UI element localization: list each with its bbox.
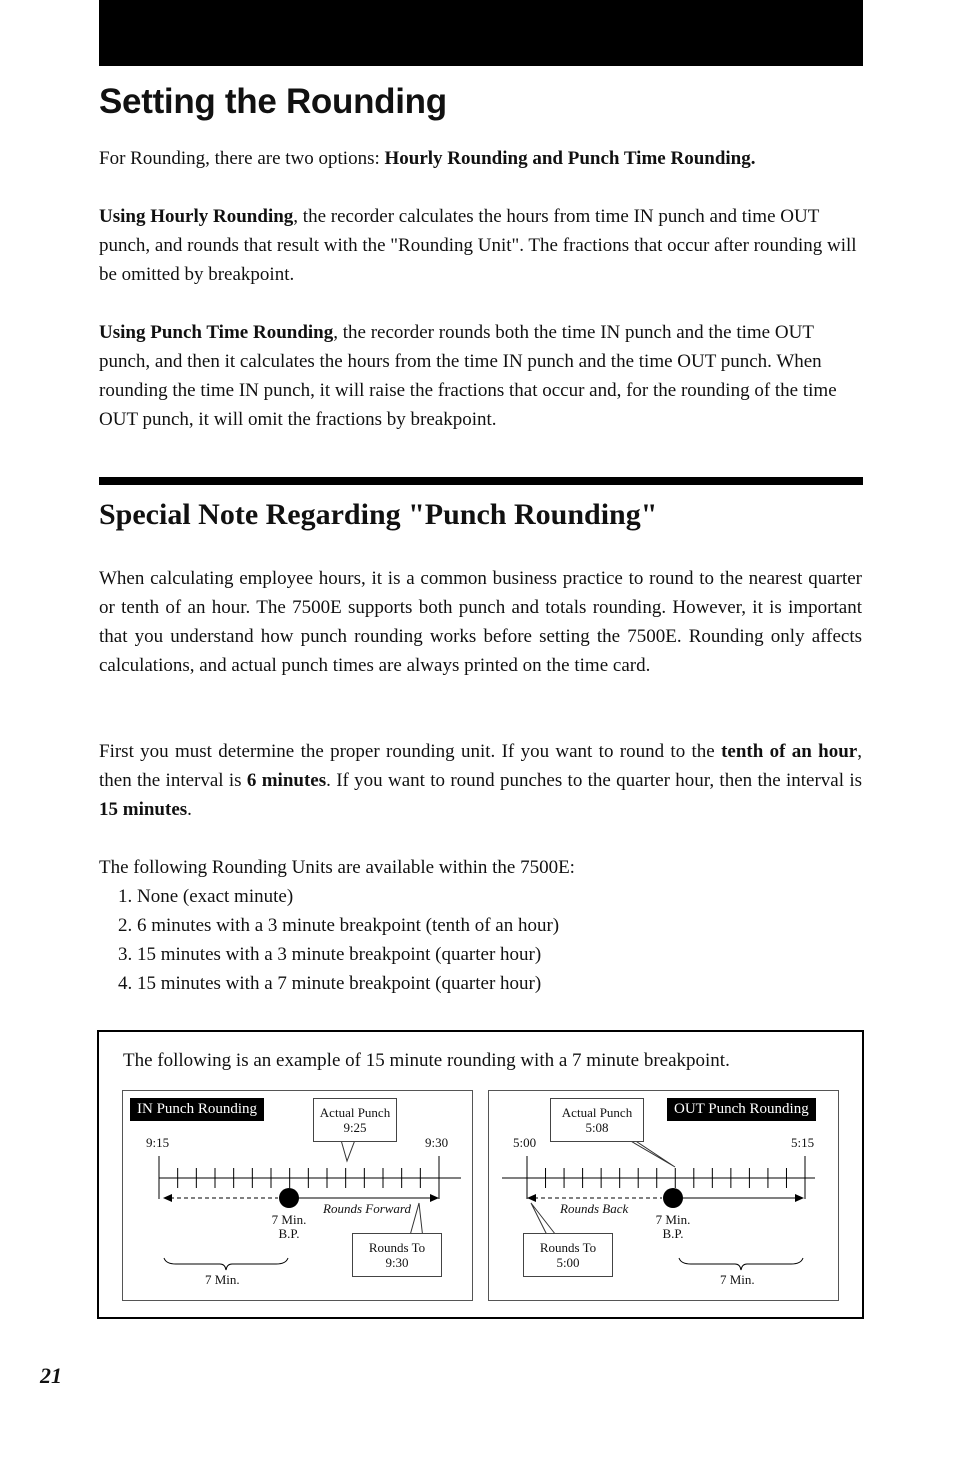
out-rounds-to-time: 5:00 xyxy=(556,1255,580,1270)
out-breakpoint-label xyxy=(647,1213,699,1241)
tenth-hour-term: tenth of an hour xyxy=(721,741,858,762)
in-breakpoint-dot xyxy=(279,1188,299,1208)
in-end-time: 9:30 xyxy=(425,1135,449,1150)
para-text: . If you want to round punches to the quarter hour, then the interval is xyxy=(326,770,862,791)
out-span-label: 7 Min. xyxy=(720,1272,755,1287)
punch-rounding-paragraph xyxy=(99,318,869,434)
hourly-rounding-term: Using Hourly Rounding xyxy=(99,206,294,227)
header-bar xyxy=(99,0,863,66)
hourly-rounding-text: , the recorder calculates the hours from time IN punch and time OUT punch, and rounds that result with the "Rounding Unit". The fractions that occur after rounding will be omitted by breakpoint. xyxy=(99,206,857,285)
units-intro: The following Rounding Units are available within the 7500E: xyxy=(99,857,575,878)
list-item: 3. 15 minutes with a 3 minute breakpoint (quarter hour) xyxy=(118,944,542,965)
in-span-label: 7 Min. xyxy=(205,1272,240,1287)
in-rounds-to-label: Rounds To xyxy=(368,1240,426,1255)
para-text: First you must determine the proper rounding unit. If you want to round to the xyxy=(99,741,722,762)
out-direction-label: Rounds Back xyxy=(560,1201,629,1216)
punch-rounding-term: Using Punch Time Rounding xyxy=(99,322,334,343)
example-caption: The following is an example of 15 minute rounding with a 7 minute breakpoint. xyxy=(123,1050,730,1071)
out-rounds-to-box xyxy=(523,1233,613,1277)
in-rounds-to-box xyxy=(352,1233,442,1277)
out-bp-line1: 7 Min. xyxy=(655,1212,691,1227)
page-number: 21 xyxy=(40,1363,62,1388)
para-text: . xyxy=(187,799,192,820)
in-direction-label: Rounds Forward xyxy=(323,1201,411,1216)
six-minutes-term: 6 minutes xyxy=(246,770,327,791)
section-divider xyxy=(99,477,863,485)
intro-paragraph xyxy=(99,144,869,173)
section-title: Special Note Regarding "Punch Rounding" xyxy=(99,498,658,531)
out-actual-punch-time: 5:08 xyxy=(585,1120,609,1135)
fifteen-minutes-term: 15 minutes xyxy=(99,799,188,820)
out-start-time: 5:00 xyxy=(513,1135,537,1150)
list-item: 4. 15 minutes with a 7 minute breakpoint (quarter hour) xyxy=(118,973,542,994)
out-punch-panel xyxy=(488,1090,839,1301)
in-rounds-to-time: 9:30 xyxy=(385,1255,409,1270)
out-actual-punch-box xyxy=(550,1098,644,1142)
page-title: Setting the Rounding xyxy=(99,82,447,121)
list-item: 1. None (exact minute) xyxy=(118,886,294,907)
intro-bold: Hourly Rounding and Punch Time Rounding. xyxy=(384,148,756,169)
punch-rounding-text: , the recorder rounds both the time IN punch and the time OUT punch, and then it calculates the hours from the time IN punch and the time OUT punch. When rounding the time IN punch, it will raise the fractions that occur and, for the rounding of the time OUT punch, it will omit the fractions by breakpoint. xyxy=(99,322,837,430)
list-item: 2. 6 minutes with a 3 minute breakpoint (tenth of an hour) xyxy=(118,915,560,936)
rounding-unit-paragraph xyxy=(99,737,862,824)
intro-text: For Rounding, there are two options: xyxy=(99,148,385,169)
in-actual-punch-box xyxy=(313,1098,397,1142)
in-punch-label: IN Punch Rounding xyxy=(130,1098,264,1121)
out-actual-punch-label: Actual Punch xyxy=(561,1105,633,1120)
business-practice-paragraph: When calculating employee hours, it is a common business practice to round to the nearest quarter or tenth of an hour. The 7500E supports both punch and totals rounding. However, it is important that you understand how punch rounding works before setting the 7500E. Rounding only affects calculations, and actual punch times are always printed on the time card. xyxy=(99,568,862,676)
out-end-time: 5:15 xyxy=(791,1135,815,1150)
example-box xyxy=(97,1030,864,1319)
in-actual-punch-label: Actual Punch xyxy=(319,1105,391,1120)
out-rounds-to-label: Rounds To xyxy=(539,1240,597,1255)
out-bp-line2: B.P. xyxy=(662,1226,684,1241)
in-bp-line1: 7 Min. xyxy=(271,1212,307,1227)
in-start-time: 9:15 xyxy=(146,1135,170,1150)
in-bp-line2: B.P. xyxy=(278,1226,300,1241)
out-breakpoint-dot xyxy=(663,1188,683,1208)
out-punch-label: OUT Punch Rounding xyxy=(667,1098,816,1121)
in-punch-panel xyxy=(122,1090,473,1301)
in-actual-punch-time: 9:25 xyxy=(343,1120,367,1135)
in-breakpoint-label xyxy=(263,1213,315,1241)
para-text: , then the interval is xyxy=(99,741,862,791)
hourly-rounding-paragraph xyxy=(99,202,869,289)
rounding-units-list xyxy=(118,882,559,998)
